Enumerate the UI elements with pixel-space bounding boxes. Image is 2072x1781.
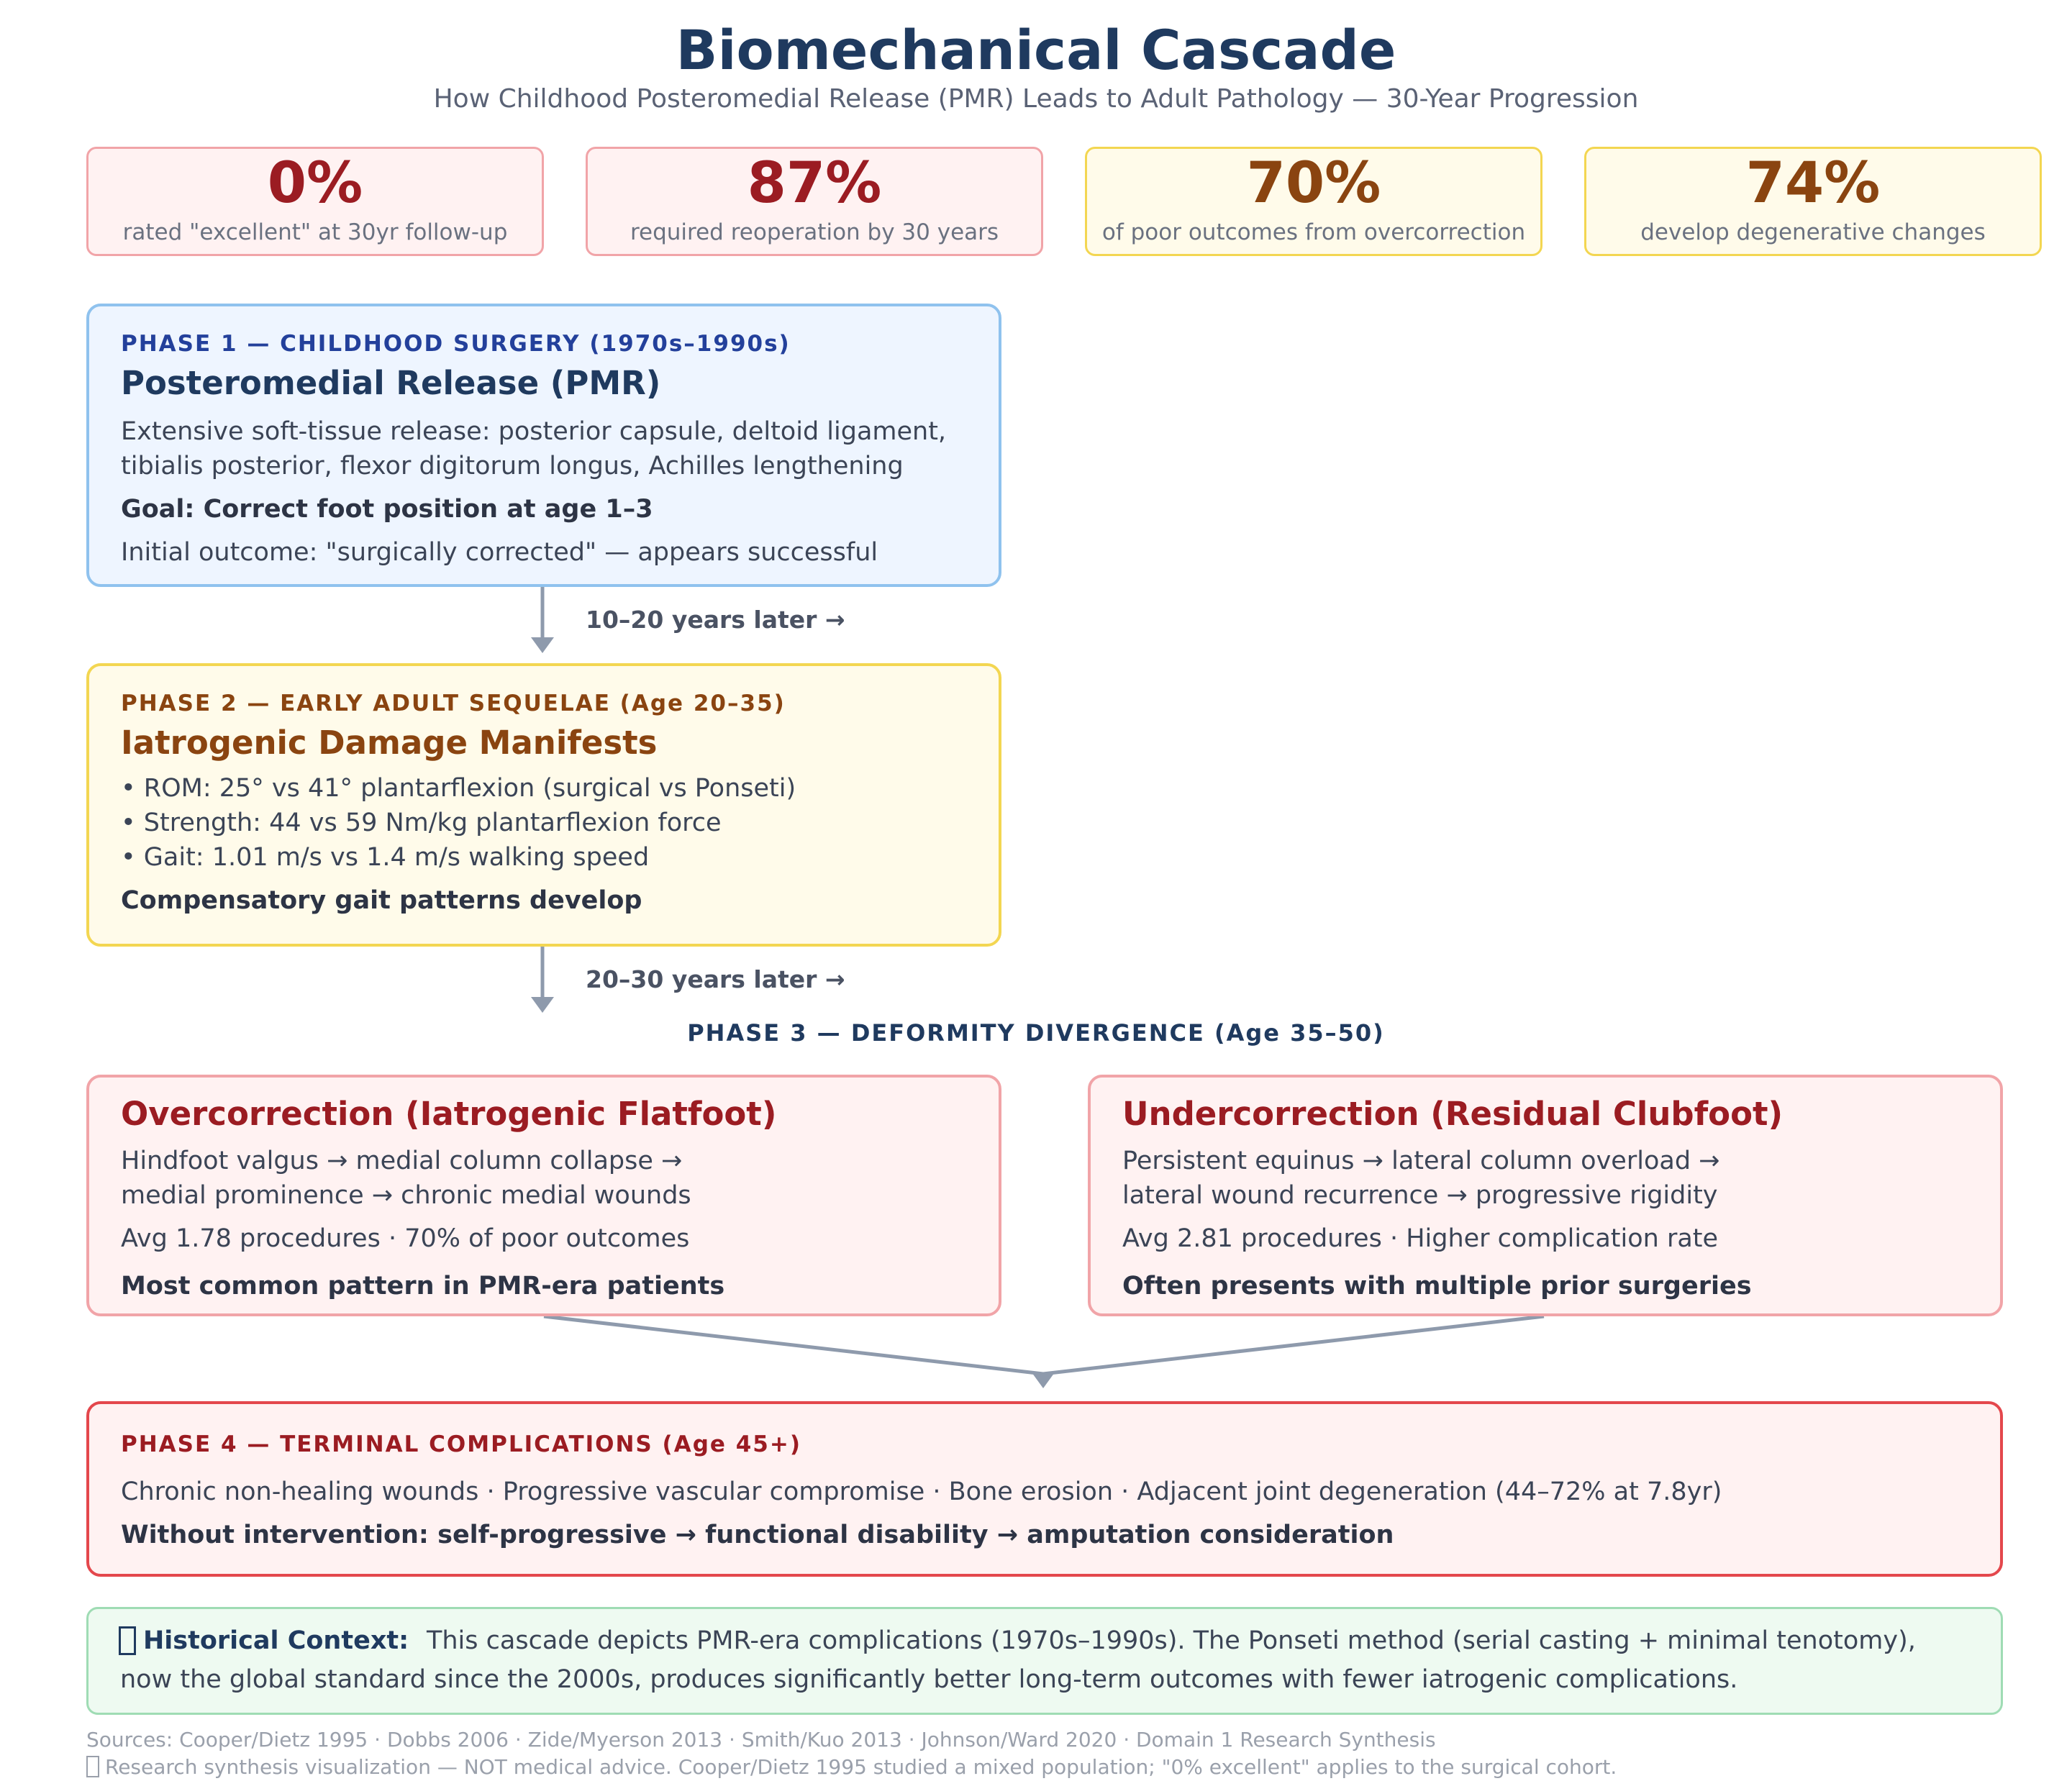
info-icon [119, 1626, 136, 1655]
context-line2: now the global standard since the 2000s, produces significantly better long-term outcomes with fewer iatrogenic complications. [120, 1665, 1738, 1694]
undercorrection-line1: Persistent equinus → lateral column overload → [1122, 1147, 1720, 1175]
arrow-head-icon [531, 637, 554, 653]
undercorrection-line2: lateral wound recurrence → progressive rigidity [1122, 1181, 1718, 1210]
context-line1: This cascade depicts PMR-era complications (1970s–1990s). The Ponseti method (serial casting + minimal tenotomy), [427, 1626, 1916, 1655]
overcorrection-line1: Hindfoot valgus → medial column collapse → [121, 1147, 683, 1175]
connector-over-phase4 [544, 1316, 1043, 1374]
overcorrection-note: Most common pattern in PMR-era patients [121, 1272, 725, 1301]
page-title: Biomechanical Cascade [676, 18, 1396, 82]
phase4-warning: Without intervention: self-progressive → functional disability → amputation consideration [121, 1521, 1394, 1549]
transition-label-1: 10–20 years later → [586, 606, 845, 634]
phase2-bullet: • ROM: 25° vs 41° plantarflexion (surgical vs Ponseti) [121, 774, 796, 803]
sources-footnote: Sources: Cooper/Dietz 1995 · Dobbs 2006 · Zide/Myerson 2013 · Smith/Kuo 2013 · Johnson/Ward 2020 · Domain 1 Research Synthesis [86, 1728, 1436, 1752]
phase2-bullet: • Strength: 44 vs 59 Nm/kg plantarflexion force [121, 808, 722, 837]
arrow-head-icon [1032, 1372, 1055, 1388]
phase2-kicker: PHASE 2 — EARLY ADULT SEQUELAE (Age 20–35) [121, 691, 786, 716]
phase1-outcome: Initial outcome: "surgically corrected" — appears successful [121, 538, 878, 567]
page-subtitle: How Childhood Posteromedial Release (PMR) Leads to Adult Pathology — 30-Year Progression [433, 84, 1639, 114]
overcorrection-line2: medial prominence → chronic medial wounds [121, 1181, 691, 1210]
stat-value: 70% [1246, 151, 1381, 216]
overcorrection-title: Overcorrection (Iatrogenic Flatfoot) [121, 1095, 777, 1133]
transition-label-2: 20–30 years later → [586, 965, 845, 993]
context-label: Historical Context: [143, 1626, 409, 1655]
warning-icon [86, 1756, 99, 1777]
stat-value: 0% [267, 151, 363, 216]
phase2-summary: Compensatory gait patterns develop [121, 886, 642, 915]
phase4-desc: Chronic non-healing wounds · Progressive vascular compromise · Bone erosion · Adjacent joint degeneration (44–72% at 7.8yr) [121, 1477, 1722, 1506]
phase2-bullet: • Gait: 1.01 m/s vs 1.4 m/s walking speed [121, 843, 650, 872]
phase1-card [86, 304, 1001, 587]
historical-context-panel [86, 1607, 2003, 1715]
arrow-head-icon [531, 997, 554, 1013]
phase2-card [86, 663, 1001, 947]
phase4-kicker: PHASE 4 — TERMINAL COMPLICATIONS (Age 45+) [121, 1431, 802, 1457]
phase1-desc-line1: Extensive soft-tissue release: posterior capsule, deltoid ligament, [121, 417, 947, 446]
overcorrection-stats: Avg 1.78 procedures · 70% of poor outcomes [121, 1224, 690, 1253]
stat-label: rated "excellent" at 30yr follow-up [122, 219, 508, 245]
disclaimer-footnote [86, 1754, 1617, 1781]
stat-value: 87% [747, 151, 882, 216]
overcorrection-card [86, 1075, 1001, 1316]
undercorrection-card [1088, 1075, 2003, 1316]
phase3-label: PHASE 3 — DEFORMITY DIVERGENCE (Age 35–50) [687, 1019, 1385, 1047]
phase2-title: Iatrogenic Damage Manifests [121, 724, 658, 762]
undercorrection-note: Often presents with multiple prior surgeries [1122, 1272, 1752, 1301]
phase4-card [86, 1401, 2003, 1577]
undercorrection-title: Undercorrection (Residual Clubfoot) [1122, 1095, 1784, 1133]
stat-label: required reoperation by 30 years [630, 219, 999, 245]
phase1-kicker: PHASE 1 — CHILDHOOD SURGERY (1970s–1990s) [121, 331, 791, 357]
disclaimer-text: Research synthesis visualization — NOT medical advice. Cooper/Dietz 1995 studied a mixed population; "0% excellent" applies to the surgical cohort. [105, 1755, 1617, 1779]
connector-under-phase4 [1043, 1316, 1544, 1374]
phase1-desc-line2: tibialis posterior, flexor digitorum longus, Achilles lengthening [121, 452, 904, 480]
stat-label: develop degenerative changes [1640, 219, 1986, 245]
undercorrection-stats: Avg 2.81 procedures · Higher complication rate [1122, 1224, 1719, 1253]
stat-value: 74% [1745, 151, 1881, 216]
stat-label: of poor outcomes from overcorrection [1101, 219, 1526, 245]
phase1-title: Posteromedial Release (PMR) [121, 364, 661, 402]
phase1-goal: Goal: Correct foot position at age 1–3 [121, 495, 653, 524]
